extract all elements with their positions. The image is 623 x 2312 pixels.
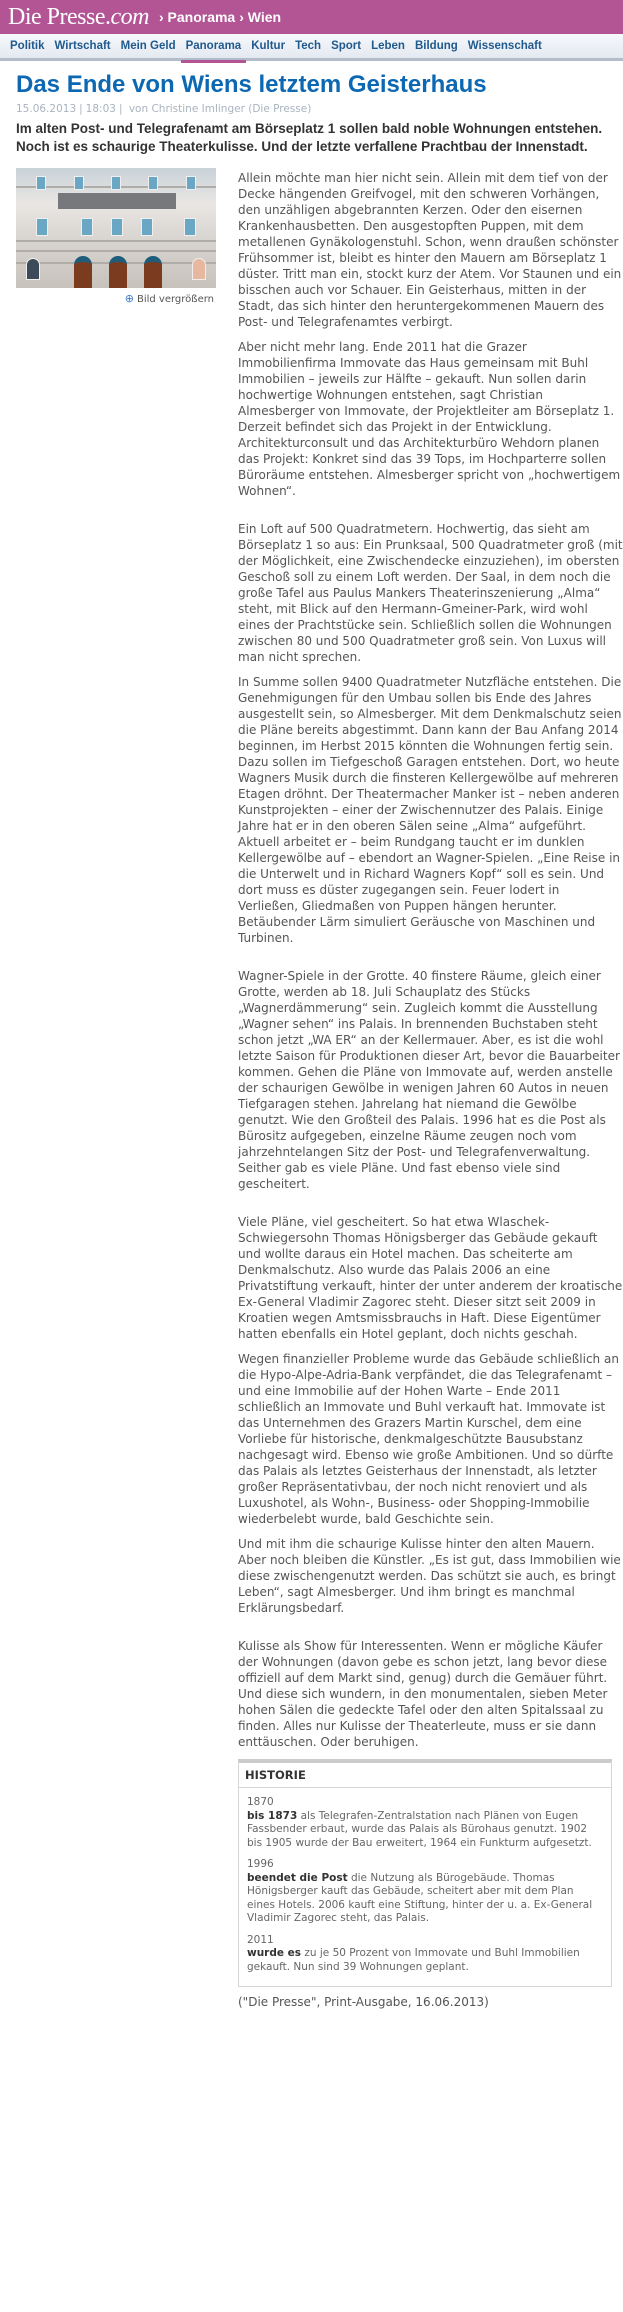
main-nav bbox=[0, 34, 623, 61]
paragraph: Allein möchte man hier nicht sein. Allein mit dem tief von der Decke hängenden Greifvogel, mit den schweren Vorhängen, den unzähligen abgebrannten Kerzen. Oder den eisernen Krankenhausbetten. Den ausgestopften Puppen, mit dem metallenen Gynäkologenstuhl. Schon, wenn draußen schönster Frühsommer ist, bleibt es hinter den Mauern am Börseplatz 1 düster. Tritt man ein, stockt kurz der Atem. Vor Staunen und ein bisschen auch vor Schauer. Ein Geisterhaus, mitten in der Stadt, das sich hinter den heruntergekommenen Mauern des Post- und Telegrafenamtes verbirgt. bbox=[238, 171, 622, 329]
article-lead: Im alten Post- und Telegrafenamt am Börseplatz 1 sollen bald noble Wohnungen entstehen. Noch ist es schaurige Theaterkulisse. Und der letzte verfallene Prachtbau der Innenstadt. bbox=[16, 121, 603, 154]
historie-year: 2011 bbox=[247, 1933, 274, 1946]
historie-heading: HISTORIE bbox=[239, 1763, 611, 1788]
historie-entry bbox=[247, 1858, 603, 1926]
paragraph: Wagner-Spiele in der Grotte. 40 finstere Räume, gleich einer Grotte, werden ab 18. Juli Schauplatz des Stücks „Wagnerdämmerung“ sein. Zugleich kommt die Ausstellung „Wagner sehen“ ins Palais. In brennenden Buchstaben steht schon jetzt „WA ER“ an der Kellermauer. Aber, es ist die wohl letzte Saison für Produktionen dieser Art, bevor die Bauarbeiter kommen. Gehen die Pläne von Immovate auf, werden anstelle der schaurigen Gewölbe in wenigen Jahren 60 Autos in neuen Tiefgaragen stehen. Jahrelang hat niemand die Gewölbe genutzt. Wie den Großteil des Palais. 1996 hat es die Post als Bürositz aufgegeben, einzelne Räume zeugen noch vom jahrzehntelangen Sitz der Post- und Telegrafenverwaltung. Seither gab es viele Pläne. Und fast ebenso viele sind gescheitert. bbox=[238, 969, 620, 1191]
nav-panorama[interactable]: Panorama bbox=[181, 33, 247, 60]
article-body bbox=[238, 168, 623, 2009]
historie-text: die Nutzung als Bürogebäude. Thomas Hönigsberger kauft das Gebäude, scheitert aber mit dem Plan eines Hotels. 2006 kauft eine Stiftung, hinter der u. a. Ex-General Vladimir Zagorec steht, das Palais. bbox=[247, 1871, 593, 1924]
enlarge-image-link[interactable] bbox=[16, 292, 216, 305]
zoom-in-icon: ⊕ bbox=[124, 292, 134, 305]
breadcrumb bbox=[159, 9, 281, 25]
paragraph: Und mit ihm die schaurige Kulisse hinter den alten Mauern. Aber noch bleiben die Künstler. „Es ist gut, dass Immobilien wie diese zwischengenutzt werden. Das schützt sie auch, es bringt Leben“, sagt Almesberger. Und ihm bringt es manchmal Erklärungsbedarf. bbox=[238, 1537, 621, 1615]
historie-box bbox=[238, 1759, 612, 1987]
article-date: 15.06.2013 bbox=[16, 103, 77, 115]
nav-leben[interactable]: Leben bbox=[371, 39, 405, 52]
historie-text: zu je 50 Prozent von Immovate und Buhl Immobilien gekauft. Nun sind 39 Wohnungen geplant. bbox=[247, 1947, 580, 1973]
historie-year: 1996 bbox=[247, 1858, 274, 1870]
breadcrumb-panorama[interactable]: › Panorama bbox=[158, 9, 236, 25]
nav-mein-geld[interactable]: Mein Geld bbox=[120, 39, 176, 52]
nav-tech[interactable]: Tech bbox=[295, 39, 322, 52]
historie-text: als Telegrafen-Zentralstation nach Plänen von Eugen Fassbender erbaut, wurde das Palais als Bürohaus genutzt. 1902 bis 1905 wurde der Bau erweitert, 1964 ein Funkturm aufgesetzt. bbox=[247, 1809, 592, 1849]
historie-bold: bis 1873 bbox=[247, 1809, 298, 1822]
article-time: 18:03 bbox=[85, 103, 116, 115]
historie-year: 1870 bbox=[247, 1796, 274, 1808]
nav-kultur[interactable]: Kultur bbox=[251, 39, 286, 52]
article-meta: 15.06.2013 | 18:03 | von Christine Imlinger (Die Presse) bbox=[16, 103, 312, 115]
paragraph: In Summe sollen 9400 Quadratmeter Nutzfläche entstehen. Die Genehmigungen für den Umbau sollen bis Ende des Jahres ausgestellt sein, so Almesberger. Mit dem Denkmalschutz seien die Pläne bereits abgestimmt. Dann kann der Bau Anfang 2014 beginnen, im Herbst 2015 könnten die Wohnungen fertig sein. Dazu sollen im Tiefgeschoß Garagen entstehen. Dort, wo heute Wagners Musik durch die finsteren Kellergewölbe auf mehreren Etagen dröhnt. Der Theatermacher Manker ist – neben anderen Kunstprojekten – einer der Zwischennutzer des Palais. Einige Jahre hat er in den oberen Sälen seine „Alma“ aufgeführt. Aktuell arbeitet er – beim Rundgang taucht er im dunklen Kellergewölbe auf – ebendort an Wagner-Spielen. „Eine Reise in die Unterwelt und in Richard Wagners Kopf“ soll es sein. Und dort muss es düster zugegangen sein. Feuer lodert in Verließen, Gliedmaßen von Puppen hängen herunter. Betäubender Lärm simuliert Geräusche von Maschinen und Turbinen. bbox=[238, 675, 622, 945]
paragraph: Wegen finanzieller Probleme wurde das Gebäude schließlich an die Hypo-Alpe-Adria-Bank verpfändet, die das Telegrafenamt – und eine Immobilie auf der Hohen Warte – Ende 2011 schließlich an Immovate und Buhl verkauft hat. Immovate ist das Unternehmen des Grazers Martin Kurschel, dem eine Vorliebe für historische, denkmalgeschützte Bausubstanz nachgesagt wird. Ebenso wie große Ambitionen. Und so dürfte das Palais als letztes Geisterhaus der Innenstadt, als letzter großer Repräsentativbau, der noch nicht renoviert und als Luxushotel, als Wohn-, Business- oder Shopping-Immobilie wiederbelebt wurde, bald Geschichte sein. bbox=[238, 1352, 619, 1526]
nav-sport[interactable]: Sport bbox=[331, 39, 362, 52]
print-source: ("Die Presse", Print-Ausgabe, 16.06.2013) bbox=[238, 1995, 489, 2009]
article bbox=[0, 71, 623, 2009]
logo-text: Die Presse. bbox=[8, 4, 111, 30]
historie-entry bbox=[247, 1934, 603, 1975]
nav-bildung[interactable]: Bildung bbox=[414, 39, 458, 52]
paragraph: Ein Loft auf 500 Quadratmetern. Hochwertig, das sieht am Börseplatz 1 so aus: Ein Prunksaal, 500 Quadratmeter groß (mit der Möglichkeit, eine Zwischendecke einzuziehen), im obersten Geschoß soll zu einem Loft werden. Der Saal, in dem noch die große Tafel aus Paulus Mankers Theaterinszenierung „Alma“ steht, mit Blick auf den Hermann-Gmeiner-Park, wird wohl eines der Prachtstücke sein. Schließlich sollen die Wohnungen zwischen 80 und 500 Quadratmeter groß sein. Von Luxus will man nicht sprechen. bbox=[238, 522, 623, 664]
historie-bold: wurde es bbox=[247, 1947, 302, 1959]
paragraph: Aber nicht mehr lang. Ende 2011 hat die Grazer Immobilienfirma Immovate das Haus gemeinsam mit Buhl Immobilien – jeweils zur Hälfte – gekauft. Nun sollen darin hochwertige Wohnungen entstehen, sagt Christian Almesberger von Immovate, der Projektleiter am Börseplatz 1. Derzeit befindet sich das Projekt in der Entwicklung. Architekturconsult und das Architekturbüro Wehdorn planen das Projekt: Konkret sind das 39 Tops, im Hochparterre sollen Büroräume entstehen. Almesberger spricht von „hochwertigem Wohnen“. bbox=[238, 340, 621, 498]
site-header bbox=[0, 0, 623, 34]
article-title: Das Ende von Wiens letztem Geisterhaus bbox=[16, 71, 487, 98]
nav-politik[interactable]: Politik bbox=[10, 39, 45, 52]
breadcrumb-wien[interactable]: › Wien bbox=[239, 9, 282, 25]
enlarge-label: Bild vergrößern bbox=[136, 294, 214, 305]
image-column bbox=[16, 168, 216, 2009]
nav-wirtschaft[interactable]: Wirtschaft bbox=[54, 39, 111, 52]
historie-bold: beendet die Post bbox=[247, 1871, 348, 1884]
building-photo[interactable] bbox=[16, 168, 216, 288]
nav-wissenschaft[interactable]: Wissenschaft bbox=[467, 39, 542, 52]
paragraph: Viele Pläne, viel gescheitert. So hat etwa Wlaschek-Schwiegersohn Thomas Hönigsberger das Gebäude gekauft und wollte daraus ein Hotel machen. Das scheiterte am Denkmalschutz. Also wurde das Palais 2006 an eine Privatstiftung verkauft, hinter der unter anderem der kroatische Ex-General Vladimir Zagorec steht. Dieser sitzt seit 2009 in Kroatien wegen Amtsmissbrauchs in Haft. Diese Eigentümer hatten ebenfalls ein Hotel geplant, doch nichts geschah. bbox=[238, 1215, 623, 1341]
logo-suffix: com bbox=[110, 4, 149, 30]
historie-entry bbox=[247, 1796, 603, 1850]
article-author: von Christine Imlinger (Die Presse) bbox=[128, 103, 312, 115]
paragraph: Kulisse als Show für Interessenten. Wenn er mögliche Käufer der Wohnungen (davon gebe es schon jetzt, lang bevor diese offiziell auf dem Markt sind, genug) durch die Gemäuer führt. Und diese sich wundern, in den monumentalen, sieben Meter hohen Sälen die gedeckte Tafel oder den alten Spitalssaal zu finden. Alles nur Kulisse der Theaterleute, muss er sie dann enttäuschen. Oder beruhigen. bbox=[238, 1639, 608, 1749]
site-logo[interactable] bbox=[8, 0, 149, 34]
